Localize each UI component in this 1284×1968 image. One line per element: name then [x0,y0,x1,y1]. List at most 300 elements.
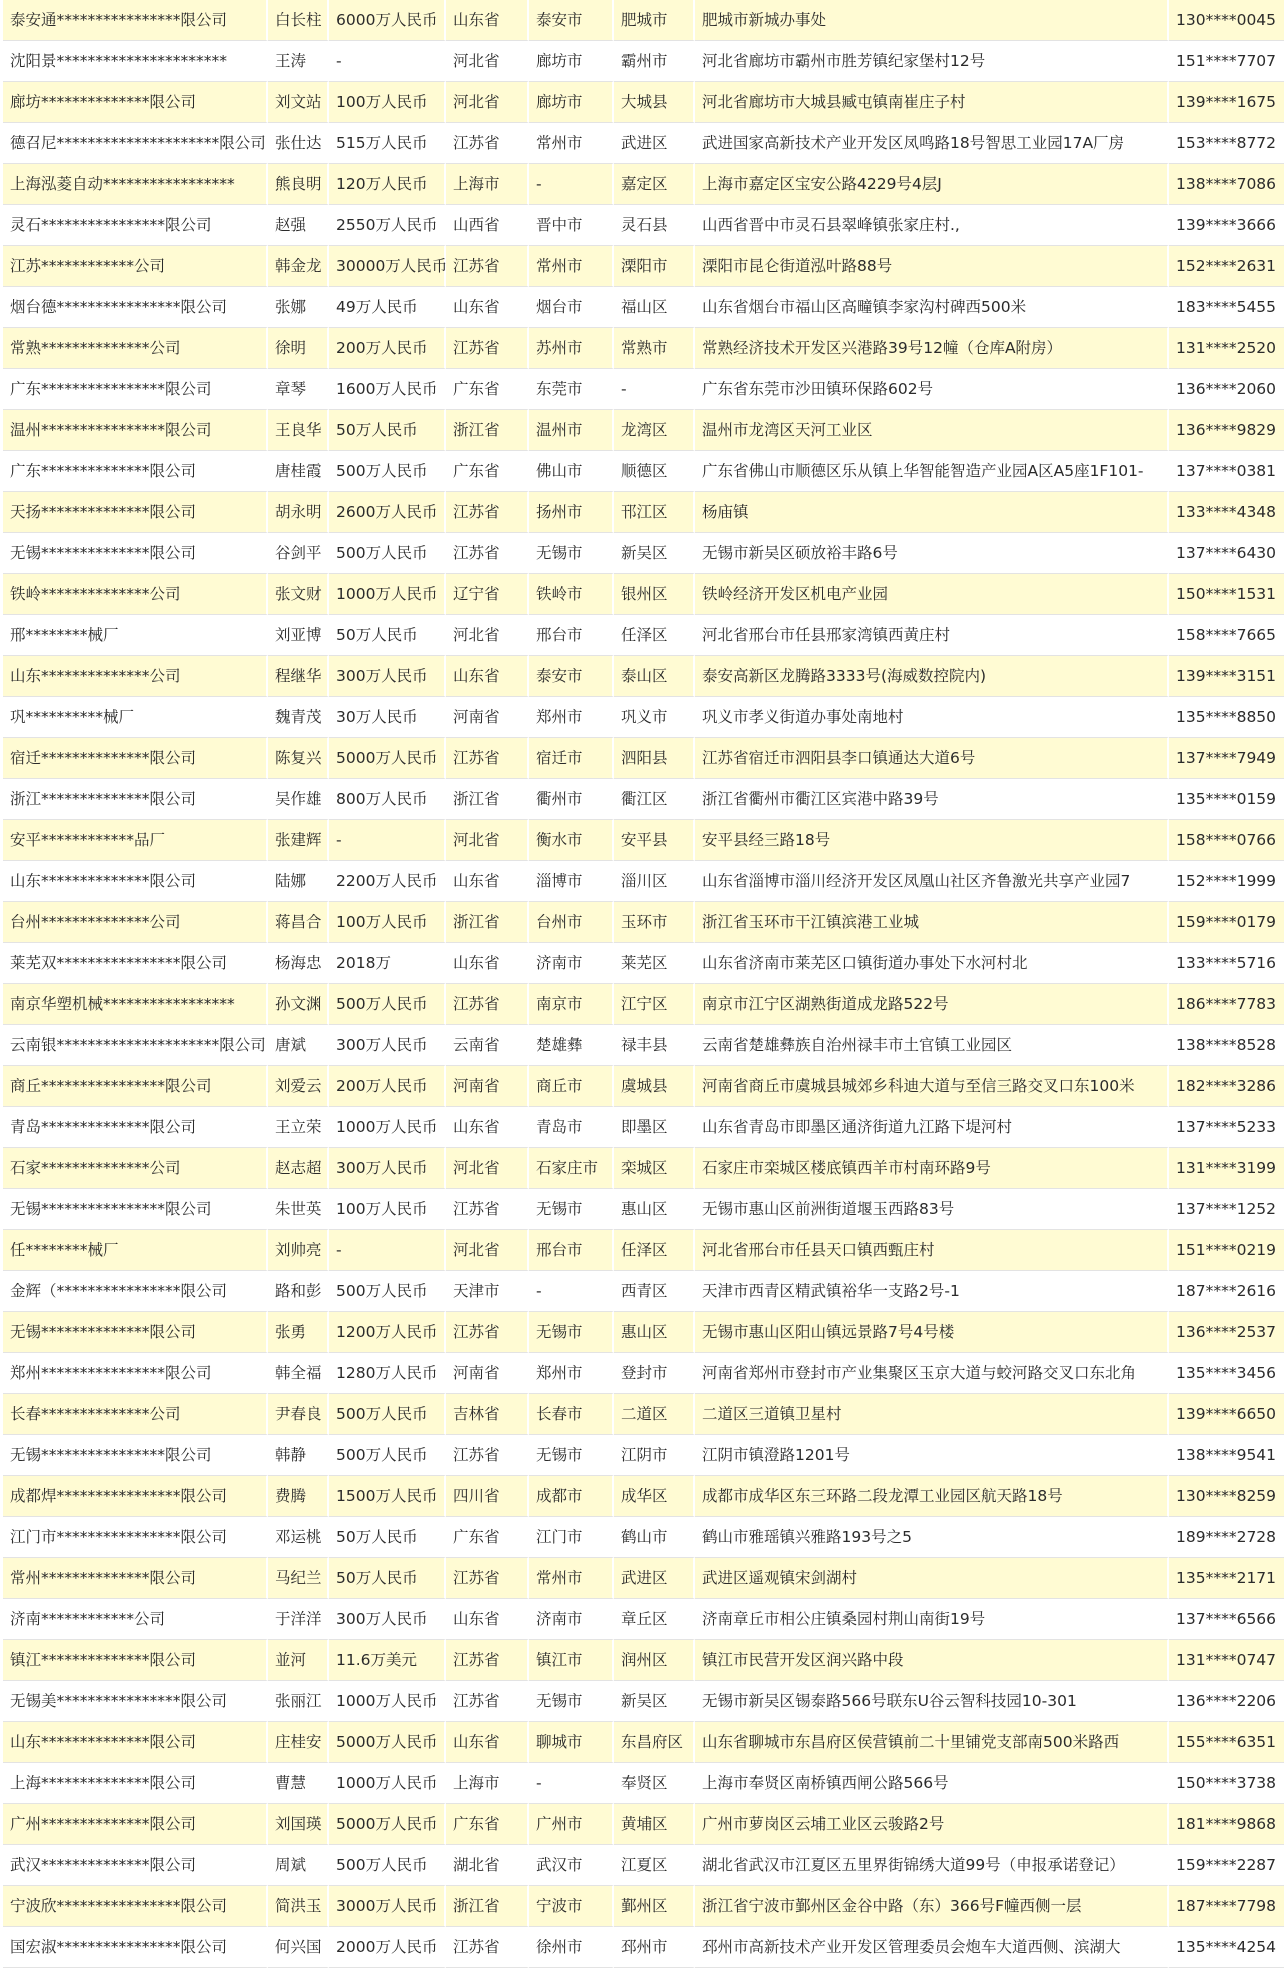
address-cell: 南京市江宁区湖熟街道成龙路522号 [695,984,1169,1025]
province-cell: 江苏省 [446,1558,529,1599]
legal-person-cell: 蒋昌合 [268,902,329,943]
phone-cell: 138****9541 [1169,1435,1284,1476]
address-cell: 江苏省宿迁市泗阳县李口镇通达大道6号 [695,738,1169,779]
province-cell: 浙江省 [446,902,529,943]
province-cell: 广东省 [446,369,529,410]
phone-cell: 186****7783 [1169,984,1284,1025]
city-cell: - [529,1271,614,1312]
province-cell: 四川省 [446,1476,529,1517]
legal-person-cell: 白长柱 [268,0,329,41]
address-cell: 温州市龙湾区天河工业区 [695,410,1169,451]
registered-capital-cell: 6000万人民币 [329,0,446,41]
company-name-cell: 青岛**************限公司 [3,1107,268,1148]
district-cell: 惠山区 [614,1189,695,1230]
district-cell: 新吴区 [614,533,695,574]
legal-person-cell: 刘国瑛 [268,1804,329,1845]
province-cell: 河南省 [446,1066,529,1107]
company-name-cell: 无锡美****************限公司 [3,1681,268,1722]
table-row [3,1312,1284,1353]
registered-capital-cell: 100万人民币 [329,82,446,123]
district-cell: 龙湾区 [614,410,695,451]
district-cell: 即墨区 [614,1107,695,1148]
registered-capital-cell: 50万人民币 [329,1558,446,1599]
phone-cell: 133****4348 [1169,492,1284,533]
registered-capital-cell: 2200万人民币 [329,861,446,902]
legal-person-cell: 赵强 [268,205,329,246]
table-row [3,328,1284,369]
legal-person-cell: 徐明 [268,328,329,369]
registered-capital-cell: 1500万人民币 [329,1476,446,1517]
legal-person-cell: 尹春良 [268,1394,329,1435]
phone-cell: 153****8772 [1169,123,1284,164]
company-name-cell: 德召尼*********************限公司 [3,123,268,164]
phone-cell: 139****3666 [1169,205,1284,246]
city-cell: 济南市 [529,1599,614,1640]
province-cell: 河北省 [446,1148,529,1189]
table-row [3,1107,1284,1148]
table-row [3,246,1284,287]
table-row [3,779,1284,820]
legal-person-cell: 杨海忠 [268,943,329,984]
registered-capital-cell: 200万人民币 [329,1066,446,1107]
legal-person-cell: 陈复兴 [268,738,329,779]
legal-person-cell: 张仕达 [268,123,329,164]
city-cell: 成都市 [529,1476,614,1517]
district-cell: 江阴市 [614,1435,695,1476]
company-name-cell: 常熟**************公司 [3,328,268,369]
legal-person-cell: 熊良明 [268,164,329,205]
city-cell: 烟台市 [529,287,614,328]
district-cell: 新吴区 [614,1681,695,1722]
city-cell: 廊坊市 [529,41,614,82]
company-name-cell: 郑州****************限公司 [3,1353,268,1394]
address-cell: 河北省邢台市任县邢家湾镇西黄庄村 [695,615,1169,656]
phone-cell: 158****7665 [1169,615,1284,656]
province-cell: 江苏省 [446,1927,529,1968]
table-row [3,533,1284,574]
address-cell: 天津市西青区精武镇裕华一支路2号-1 [695,1271,1169,1312]
registered-capital-cell: 50万人民币 [329,615,446,656]
phone-cell: 137****7949 [1169,738,1284,779]
company-name-cell: 任********械厂 [3,1230,268,1271]
legal-person-cell: 刘亚博 [268,615,329,656]
table-row [3,1640,1284,1681]
district-cell: 任泽区 [614,615,695,656]
company-name-cell: 铁岭**************公司 [3,574,268,615]
city-cell: - [529,164,614,205]
address-cell: 镇江市民营开发区润兴路中段 [695,1640,1169,1681]
address-cell: 河北省邢台市任县天口镇西甄庄村 [695,1230,1169,1271]
company-name-cell: 金辉（****************限公司 [3,1271,268,1312]
district-cell: 淄川区 [614,861,695,902]
city-cell: 衡水市 [529,820,614,861]
phone-cell: 137****5233 [1169,1107,1284,1148]
registered-capital-cell: 515万人民币 [329,123,446,164]
legal-person-cell: 韩静 [268,1435,329,1476]
legal-person-cell: 刘文站 [268,82,329,123]
table-row [3,861,1284,902]
district-cell: 玉环市 [614,902,695,943]
company-name-cell: 温州****************限公司 [3,410,268,451]
registered-capital-cell: 30万人民币 [329,697,446,738]
city-cell: 无锡市 [529,1312,614,1353]
phone-cell: 130****0045 [1169,0,1284,41]
table-row [3,615,1284,656]
registered-capital-cell: 3000万人民币 [329,1886,446,1927]
city-cell: 无锡市 [529,1435,614,1476]
table-row [3,410,1284,451]
table-row [3,984,1284,1025]
district-cell: 鹤山市 [614,1517,695,1558]
city-cell: 常州市 [529,246,614,287]
table-row [3,1435,1284,1476]
district-cell: 登封市 [614,1353,695,1394]
table-row [3,1394,1284,1435]
company-name-cell: 邢********械厂 [3,615,268,656]
province-cell: 江苏省 [446,1189,529,1230]
table-row [3,1722,1284,1763]
district-cell: 鄞州区 [614,1886,695,1927]
address-cell: 河北省廊坊市霸州市胜芳镇纪家堡村12号 [695,41,1169,82]
district-cell: 安平县 [614,820,695,861]
registered-capital-cell: 120万人民币 [329,164,446,205]
registered-capital-cell: 800万人民币 [329,779,446,820]
company-name-cell: 江门市****************限公司 [3,1517,268,1558]
province-cell: 上海市 [446,164,529,205]
city-cell: 江门市 [529,1517,614,1558]
table-row [3,902,1284,943]
address-cell: 广东省东莞市沙田镇环保路602号 [695,369,1169,410]
registered-capital-cell: - [329,820,446,861]
address-cell: 山东省淄博市淄川经济开发区凤凰山社区齐鲁激光共享产业园7 [695,861,1169,902]
province-cell: 广东省 [446,451,529,492]
table-row [3,287,1284,328]
province-cell: 河北省 [446,1230,529,1271]
company-name-cell: 武汉**************限公司 [3,1845,268,1886]
registered-capital-cell: 500万人民币 [329,533,446,574]
province-cell: 浙江省 [446,1886,529,1927]
phone-cell: 159****2287 [1169,1845,1284,1886]
address-cell: 湖北省武汉市江夏区五里界街锦绣大道99号（申报承诺登记） [695,1845,1169,1886]
phone-cell: 135****4254 [1169,1927,1284,1968]
address-cell: 武进区遥观镇宋剑湖村 [695,1558,1169,1599]
legal-person-cell: 王涛 [268,41,329,82]
phone-cell: 135****3456 [1169,1353,1284,1394]
district-cell: 泗阳县 [614,738,695,779]
province-cell: 江苏省 [446,123,529,164]
phone-cell: 137****0381 [1169,451,1284,492]
city-cell: 常州市 [529,123,614,164]
registered-capital-cell: 2018万 [329,943,446,984]
city-cell: 长春市 [529,1394,614,1435]
city-cell: 楚雄彝 [529,1025,614,1066]
phone-cell: 135****2171 [1169,1558,1284,1599]
city-cell: 南京市 [529,984,614,1025]
company-table [3,0,1284,1968]
company-name-cell: 江苏************公司 [3,246,268,287]
city-cell: 晋中市 [529,205,614,246]
registered-capital-cell: 30000万人民币 [329,246,446,287]
district-cell: 任泽区 [614,1230,695,1271]
phone-cell: 139****6650 [1169,1394,1284,1435]
table-row [3,1230,1284,1271]
company-name-cell: 无锡****************限公司 [3,1435,268,1476]
phone-cell: 159****0179 [1169,902,1284,943]
legal-person-cell: 王立荣 [268,1107,329,1148]
address-cell: 二道区三道镇卫星村 [695,1394,1169,1435]
district-cell: 武进区 [614,1558,695,1599]
district-cell: 成华区 [614,1476,695,1517]
city-cell: 铁岭市 [529,574,614,615]
city-cell: 郑州市 [529,697,614,738]
address-cell: 河南省郑州市登封市产业集聚区玉京大道与蛟河路交叉口东北角 [695,1353,1169,1394]
registered-capital-cell: 1000万人民币 [329,1763,446,1804]
registered-capital-cell: - [329,41,446,82]
table-row [3,1476,1284,1517]
registered-capital-cell: 500万人民币 [329,984,446,1025]
city-cell: 扬州市 [529,492,614,533]
legal-person-cell: 曹慧 [268,1763,329,1804]
registered-capital-cell: 500万人民币 [329,1394,446,1435]
company-name-cell: 天扬**************限公司 [3,492,268,533]
company-name-cell: 镇江**************限公司 [3,1640,268,1681]
company-name-cell: 山东**************限公司 [3,1722,268,1763]
phone-cell: 137****6430 [1169,533,1284,574]
phone-cell: 150****3738 [1169,1763,1284,1804]
phone-cell: 150****1531 [1169,574,1284,615]
district-cell: 泰山区 [614,656,695,697]
registered-capital-cell: 1000万人民币 [329,1681,446,1722]
table-row [3,1353,1284,1394]
company-name-cell: 莱芜双****************限公司 [3,943,268,984]
address-cell: 山西省晋中市灵石县翠峰镇张家庄村., [695,205,1169,246]
table-row [3,205,1284,246]
phone-cell: 151****7707 [1169,41,1284,82]
district-cell: 黄埔区 [614,1804,695,1845]
city-cell: 武汉市 [529,1845,614,1886]
phone-cell: 139****1675 [1169,82,1284,123]
city-cell: 济南市 [529,943,614,984]
phone-cell: 183****5455 [1169,287,1284,328]
province-cell: 山东省 [446,861,529,902]
city-cell: 无锡市 [529,1189,614,1230]
phone-cell: 152****2631 [1169,246,1284,287]
table-row [3,1558,1284,1599]
address-cell: 武进国家高新技术产业开发区凤鸣路18号智思工业园17A厂房 [695,123,1169,164]
company-name-cell: 济南************公司 [3,1599,268,1640]
registered-capital-cell: 50万人民币 [329,1517,446,1558]
legal-person-cell: 于洋洋 [268,1599,329,1640]
city-cell: 聊城市 [529,1722,614,1763]
city-cell: 无锡市 [529,533,614,574]
registered-capital-cell: 300万人民币 [329,656,446,697]
address-cell: 江阴市镇澄路1201号 [695,1435,1169,1476]
address-cell: 溧阳市昆仑街道泓叶路88号 [695,246,1169,287]
table-row [3,1066,1284,1107]
district-cell: 章丘区 [614,1599,695,1640]
table-row [3,164,1284,205]
legal-person-cell: 张勇 [268,1312,329,1353]
company-name-cell: 灵石****************限公司 [3,205,268,246]
address-cell: 浙江省衢州市衢江区宾港中路39号 [695,779,1169,820]
district-cell: 江夏区 [614,1845,695,1886]
company-name-cell: 巩**********械厂 [3,697,268,738]
company-name-cell: 宁波欣****************限公司 [3,1886,268,1927]
registered-capital-cell: 5000万人民币 [329,738,446,779]
registered-capital-cell: 500万人民币 [329,1845,446,1886]
city-cell: 郑州市 [529,1353,614,1394]
province-cell: 河北省 [446,820,529,861]
registered-capital-cell: 500万人民币 [329,1271,446,1312]
legal-person-cell: 朱世英 [268,1189,329,1230]
phone-cell: 135****0159 [1169,779,1284,820]
legal-person-cell: 孙文渊 [268,984,329,1025]
legal-person-cell: 赵志超 [268,1148,329,1189]
legal-person-cell: 韩金龙 [268,246,329,287]
registered-capital-cell: 2550万人民币 [329,205,446,246]
province-cell: 湖北省 [446,1845,529,1886]
district-cell: 衢江区 [614,779,695,820]
province-cell: 辽宁省 [446,574,529,615]
province-cell: 江苏省 [446,1435,529,1476]
address-cell: 石家庄市栾城区楼底镇西羊市村南环路9号 [695,1148,1169,1189]
legal-person-cell: 邓运桃 [268,1517,329,1558]
company-name-cell: 宿迁**************限公司 [3,738,268,779]
city-cell: 无锡市 [529,1681,614,1722]
company-name-cell: 南京华塑机械***************** [3,984,268,1025]
city-cell: 宿迁市 [529,738,614,779]
registered-capital-cell: 2600万人民币 [329,492,446,533]
province-cell: 山东省 [446,656,529,697]
table-row [3,1599,1284,1640]
province-cell: 广东省 [446,1517,529,1558]
address-cell: 无锡市惠山区前洲街道堰玉西路83号 [695,1189,1169,1230]
company-name-cell: 广东**************限公司 [3,451,268,492]
address-cell: 鹤山市雅瑶镇兴雅路193号之5 [695,1517,1169,1558]
district-cell: 溧阳市 [614,246,695,287]
province-cell: 江苏省 [446,1312,529,1353]
company-name-cell: 沈阳景********************** [3,41,268,82]
city-cell: 石家庄市 [529,1148,614,1189]
address-cell: 无锡市惠山区阳山镇远景路7号4号楼 [695,1312,1169,1353]
legal-person-cell: 庄桂安 [268,1722,329,1763]
phone-cell: 182****3286 [1169,1066,1284,1107]
district-cell: 邳州市 [614,1927,695,1968]
province-cell: 江苏省 [446,984,529,1025]
legal-person-cell: 章琴 [268,369,329,410]
table-row [3,1804,1284,1845]
table-row [3,656,1284,697]
company-name-cell: 国宏淑****************限公司 [3,1927,268,1968]
company-name-cell: 烟台德****************限公司 [3,287,268,328]
city-cell: 苏州市 [529,328,614,369]
legal-person-cell: 魏青茂 [268,697,329,738]
province-cell: 江苏省 [446,533,529,574]
legal-person-cell: 王良华 [268,410,329,451]
company-name-cell: 广州**************限公司 [3,1804,268,1845]
address-cell: 泰安高新区龙腾路3333号(海威数控院内) [695,656,1169,697]
city-cell: 台州市 [529,902,614,943]
district-cell: - [614,369,695,410]
address-cell: 广州市萝岗区云埔工业区云骏路2号 [695,1804,1169,1845]
legal-person-cell: 吴作雄 [268,779,329,820]
address-cell: 无锡市新吴区锡泰路566号联东U谷云智科技园10-301 [695,1681,1169,1722]
phone-cell: 181****9868 [1169,1804,1284,1845]
address-cell: 山东省青岛市即墨区通济街道九江路下堤河村 [695,1107,1169,1148]
district-cell: 福山区 [614,287,695,328]
district-cell: 大城县 [614,82,695,123]
legal-person-cell: 周斌 [268,1845,329,1886]
district-cell: 嘉定区 [614,164,695,205]
phone-cell: 138****8528 [1169,1025,1284,1066]
company-name-cell: 商丘****************限公司 [3,1066,268,1107]
province-cell: 江苏省 [446,1640,529,1681]
registered-capital-cell: - [329,1230,446,1271]
legal-person-cell: 马纪兰 [268,1558,329,1599]
table-row [3,1845,1284,1886]
legal-person-cell: 何兴国 [268,1927,329,1968]
city-cell: 廊坊市 [529,82,614,123]
district-cell: 肥城市 [614,0,695,41]
city-cell: 宁波市 [529,1886,614,1927]
province-cell: 山东省 [446,1107,529,1148]
province-cell: 天津市 [446,1271,529,1312]
city-cell: 淄博市 [529,861,614,902]
district-cell: 银州区 [614,574,695,615]
phone-cell: 131****2520 [1169,328,1284,369]
registered-capital-cell: 2000万人民币 [329,1927,446,1968]
table-row [3,820,1284,861]
district-cell: 惠山区 [614,1312,695,1353]
phone-cell: 139****3151 [1169,656,1284,697]
company-name-cell: 常州**************限公司 [3,1558,268,1599]
phone-cell: 155****6351 [1169,1722,1284,1763]
province-cell: 山东省 [446,943,529,984]
registered-capital-cell: 300万人民币 [329,1025,446,1066]
phone-cell: 152****1999 [1169,861,1284,902]
phone-cell: 130****8259 [1169,1476,1284,1517]
phone-cell: 136****2537 [1169,1312,1284,1353]
legal-person-cell: 路和彭 [268,1271,329,1312]
phone-cell: 189****2728 [1169,1517,1284,1558]
company-name-cell: 台州**************公司 [3,902,268,943]
phone-cell: 137****6566 [1169,1599,1284,1640]
address-cell: 广东省佛山市顺德区乐从镇上华智能智造产业园A区A5座1F101- [695,451,1169,492]
phone-cell: 136****2206 [1169,1681,1284,1722]
table-row [3,738,1284,779]
legal-person-cell: 韩全福 [268,1353,329,1394]
registered-capital-cell: 100万人民币 [329,902,446,943]
district-cell: 灵石县 [614,205,695,246]
city-cell: 商丘市 [529,1066,614,1107]
company-name-cell: 泰安通****************限公司 [3,0,268,41]
table-row [3,41,1284,82]
address-cell: 河南省商丘市虞城县城郊乡科迪大道与至信三路交叉口东100米 [695,1066,1169,1107]
province-cell: 山东省 [446,1599,529,1640]
address-cell: 邳州市高新技术产业开发区管理委员会炮车大道西侧、滨湖大 [695,1927,1169,1968]
province-cell: 浙江省 [446,779,529,820]
city-cell: 温州市 [529,410,614,451]
table-row [3,123,1284,164]
phone-cell: 133****5716 [1169,943,1284,984]
legal-person-cell: 张建辉 [268,820,329,861]
registered-capital-cell: 5000万人民币 [329,1722,446,1763]
city-cell: 青岛市 [529,1107,614,1148]
district-cell: 莱芜区 [614,943,695,984]
table-row [3,1517,1284,1558]
city-cell: 邢台市 [529,1230,614,1271]
table-row [3,1681,1284,1722]
